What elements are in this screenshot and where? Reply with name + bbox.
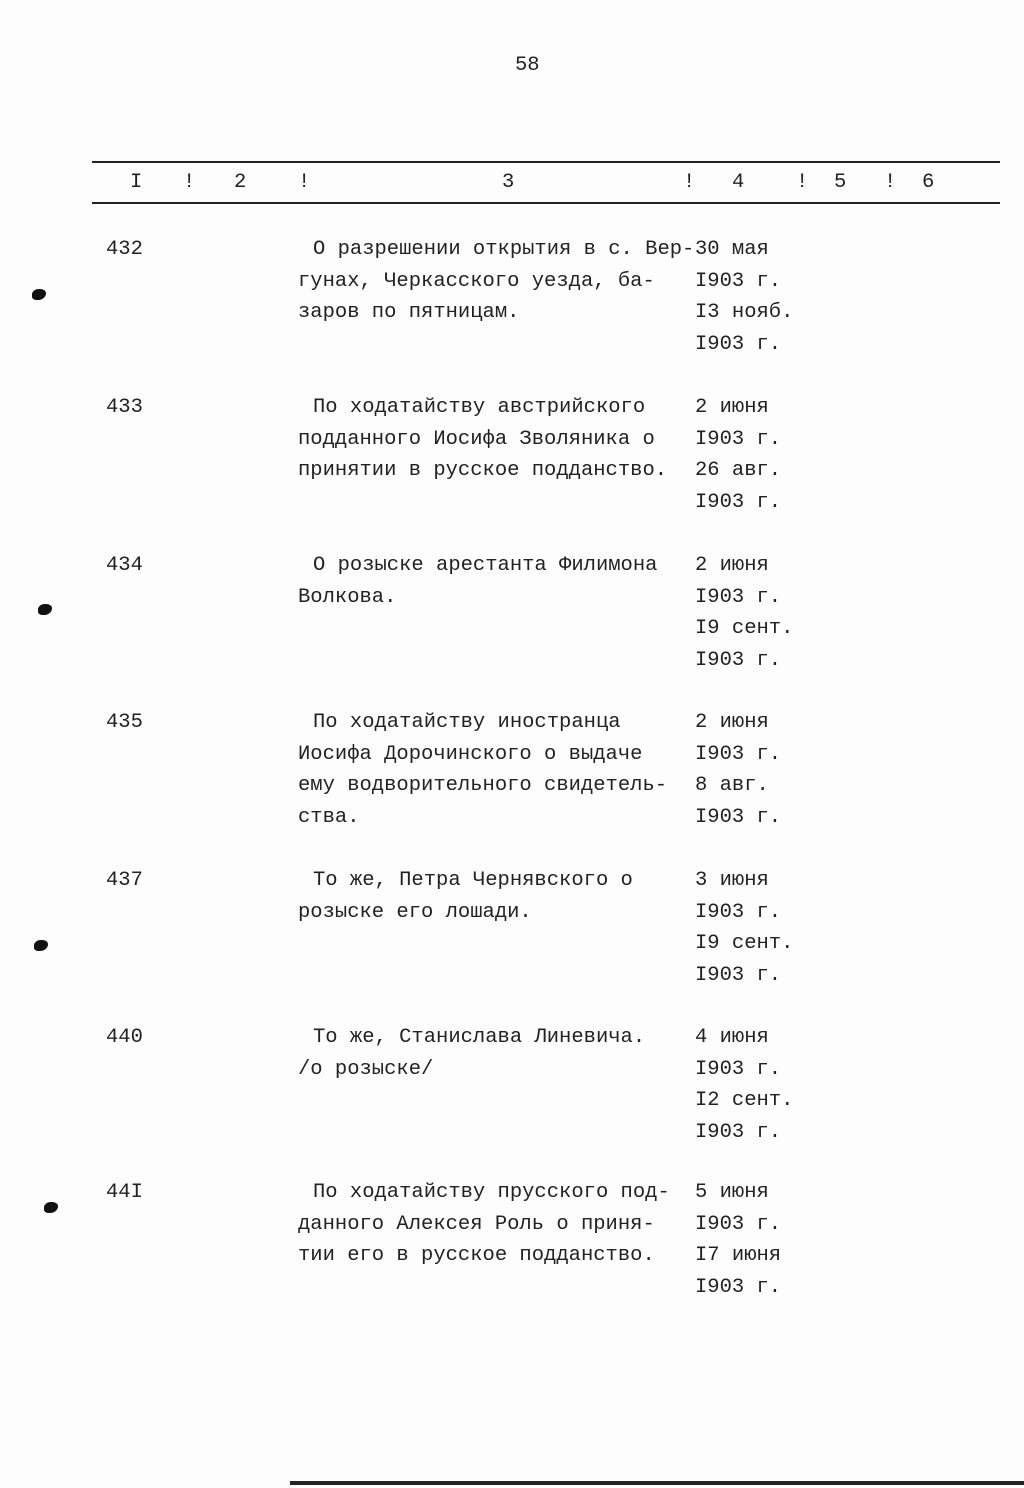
entry-dates	[695, 234, 793, 360]
description-line: То же, Петра Чернявского о	[313, 869, 633, 892]
margin-mark	[44, 1202, 58, 1213]
date-line: I9 сент.	[695, 617, 794, 640]
description-line: заров по пятницам.	[298, 301, 520, 324]
entry-dates	[695, 1177, 781, 1303]
entry-number: 437	[106, 869, 143, 892]
header-top-rule	[92, 161, 1000, 163]
date-line: I903 г.	[695, 1057, 782, 1081]
col-1-header: I	[130, 171, 143, 194]
entry-description	[298, 1022, 645, 1085]
entry-number: 433	[106, 396, 143, 419]
entry-dates	[695, 1022, 793, 1148]
description-line: розыске его лошади.	[298, 900, 532, 924]
date-line: I903 г.	[695, 1212, 782, 1236]
bottom-rule	[290, 1481, 1024, 1485]
col-separator: !	[183, 171, 196, 194]
col-separator: !	[884, 171, 897, 194]
description-line: /о розыске/	[298, 1057, 434, 1081]
date-line: 3 июня	[695, 869, 769, 892]
date-line: I903 г.	[695, 1120, 782, 1144]
date-line: I903 г.	[695, 427, 782, 451]
date-line: I903 г.	[695, 332, 782, 356]
date-line: I903 г.	[695, 490, 782, 514]
date-line: I9 сент.	[695, 932, 794, 955]
date-line: 2 июня	[695, 554, 769, 577]
description-line: О розыске арестанта Филимона	[313, 554, 658, 577]
entry-number: 432	[106, 238, 143, 261]
entry-dates	[695, 865, 793, 991]
description-line: О разрешении открытия в с. Вер-	[313, 238, 695, 261]
date-line: I903 г.	[695, 963, 782, 987]
date-line: 2 июня	[695, 396, 769, 419]
description-line: По ходатайству австрийского	[313, 396, 646, 419]
date-line: 8 авг.	[695, 774, 769, 797]
description-line: То же, Станислава Линевича.	[313, 1026, 646, 1049]
date-line: I903 г.	[695, 585, 782, 609]
date-line: I903 г.	[695, 900, 782, 924]
header-bottom-rule	[92, 202, 1000, 204]
description-line: ства.	[298, 805, 360, 829]
margin-mark	[32, 289, 46, 300]
description-line: По ходатайству прусского под-	[313, 1181, 670, 1204]
margin-mark	[34, 940, 48, 951]
entry-number: 434	[106, 554, 143, 577]
date-line: 2 июня	[695, 711, 769, 734]
col-3-header: 3	[502, 171, 515, 194]
date-line: I903 г.	[695, 742, 782, 766]
col-4-header: 4	[732, 171, 745, 194]
description-line: Иосифа Дорочинского о выдаче	[298, 742, 643, 766]
date-line: I903 г.	[695, 805, 782, 829]
date-line: I7 июня	[695, 1244, 782, 1267]
description-line: ему водворительного свидетель-	[298, 774, 668, 797]
entry-dates	[695, 707, 781, 833]
col-separator: !	[298, 171, 311, 194]
page-number: 58	[515, 54, 540, 77]
entry-description	[298, 865, 633, 928]
description-line: Волкова.	[298, 585, 397, 609]
date-line: 4 июня	[695, 1026, 769, 1049]
entry-dates	[695, 550, 793, 676]
date-line: I3 нояб.	[695, 301, 794, 324]
entry-description	[298, 234, 694, 329]
date-line: I2 сент.	[695, 1089, 794, 1112]
date-line: I903 г.	[695, 648, 782, 672]
entry-dates	[695, 392, 781, 518]
entry-number: 440	[106, 1026, 143, 1049]
description-line: По ходатайству иностранца	[313, 711, 621, 734]
description-line: принятии в русское подданство.	[298, 459, 668, 482]
col-6-header: 6	[922, 171, 935, 194]
date-line: I903 г.	[695, 1275, 782, 1299]
date-line: 30 мая	[695, 238, 769, 261]
date-line: 5 июня	[695, 1181, 769, 1204]
col-separator: !	[683, 171, 696, 194]
margin-mark	[38, 604, 52, 615]
description-line: данного Алексея Роль о приня-	[298, 1212, 655, 1236]
description-line: тии его в русское подданство.	[298, 1244, 655, 1267]
entry-description	[298, 1177, 670, 1272]
entry-description	[298, 550, 657, 613]
entry-number: 435	[106, 711, 143, 734]
col-2-header: 2	[234, 171, 247, 194]
col-5-header: 5	[834, 171, 847, 194]
date-line: 26 авг.	[695, 459, 782, 482]
entry-description	[298, 707, 667, 833]
col-separator: !	[796, 171, 809, 194]
date-line: I903 г.	[695, 269, 782, 293]
description-line: гунах, Черкасского уезда, ба-	[298, 269, 655, 293]
description-line: подданного Иосифа Зволяника о	[298, 427, 655, 451]
entry-number: 44I	[106, 1181, 143, 1204]
entry-description	[298, 392, 667, 487]
